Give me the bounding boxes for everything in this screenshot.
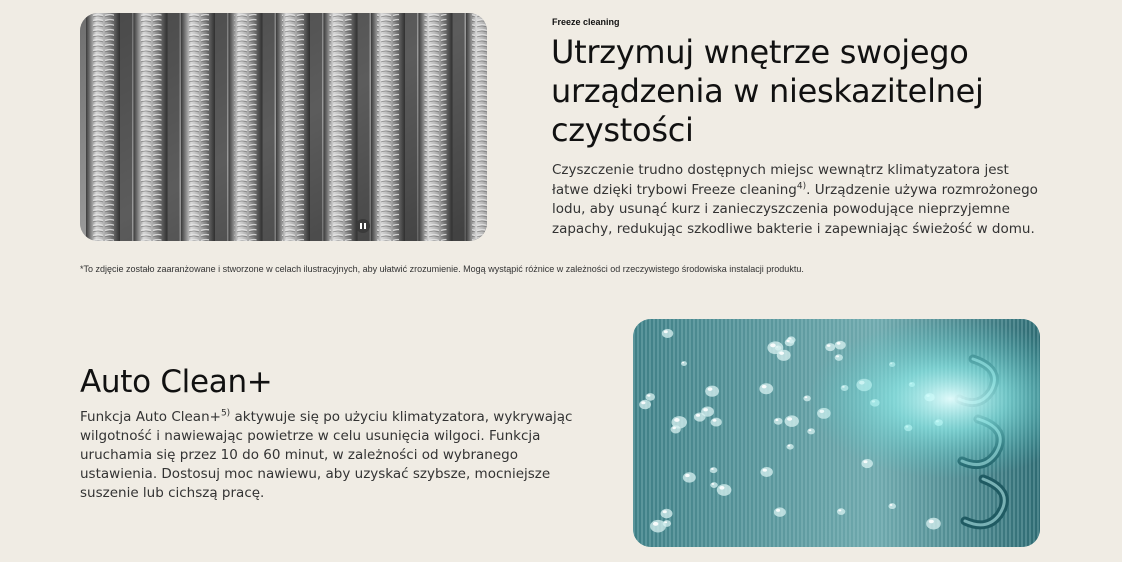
autoclean-description: Funkcja Auto Clean+$^{5)}$ aktywuje się po użyciu klimatyzatora, wykrywając wilgotność i nawiewając powietrze w celu usunięcia wilgoci. Funkcja uruchamia się przez 10 do 60 minut, w zależności od wybranego ustawienia. Dostosuj moc nawiewu, aby uzyskać szybsze, mocniejsze suszenie lub cichszą pracę. [80, 408, 573, 501]
freeze-cleaning-video [80, 13, 487, 241]
pause-icon [360, 223, 362, 229]
evaporator-coil-image [80, 13, 487, 241]
auto-clean-image [633, 319, 1040, 547]
freeze-description: Czyszczenie trudno dostępnych miejsc wewnątrz klimatyzatora jest łatwe dzięki trybowi Freeze cleaning$^{4)}$. Urządzenie używa rozmrożonego lodu, aby usunąć kurz i zanieczyszczenia powodujące nieprzyjemne zapachy, redukując szkodliwe bakterie i zapewniając świeżość w domu. [552, 162, 1038, 237]
autoclean-headline: Auto Clean+ [80, 364, 273, 400]
pause-button[interactable] [356, 219, 370, 233]
freeze-headline: Utrzymuj wnętrze swojego urządzenia w nieskazitelnej czystości [551, 33, 984, 149]
footnote-ref: 5) [220, 408, 231, 419]
auto-clean-coil-image [633, 319, 1040, 547]
image-disclaimer: *To zdjęcie zostało zaaranżowane i stworzone w celach ilustracyjnych, aby ułatwić zrozumienie. Mogą wystąpić różnice w zależności od rzeczywistego środowiska instalacji produktu. [80, 264, 804, 274]
section-eyebrow: Freeze cleaning [552, 17, 620, 27]
footnote-ref: 4) [796, 181, 807, 191]
